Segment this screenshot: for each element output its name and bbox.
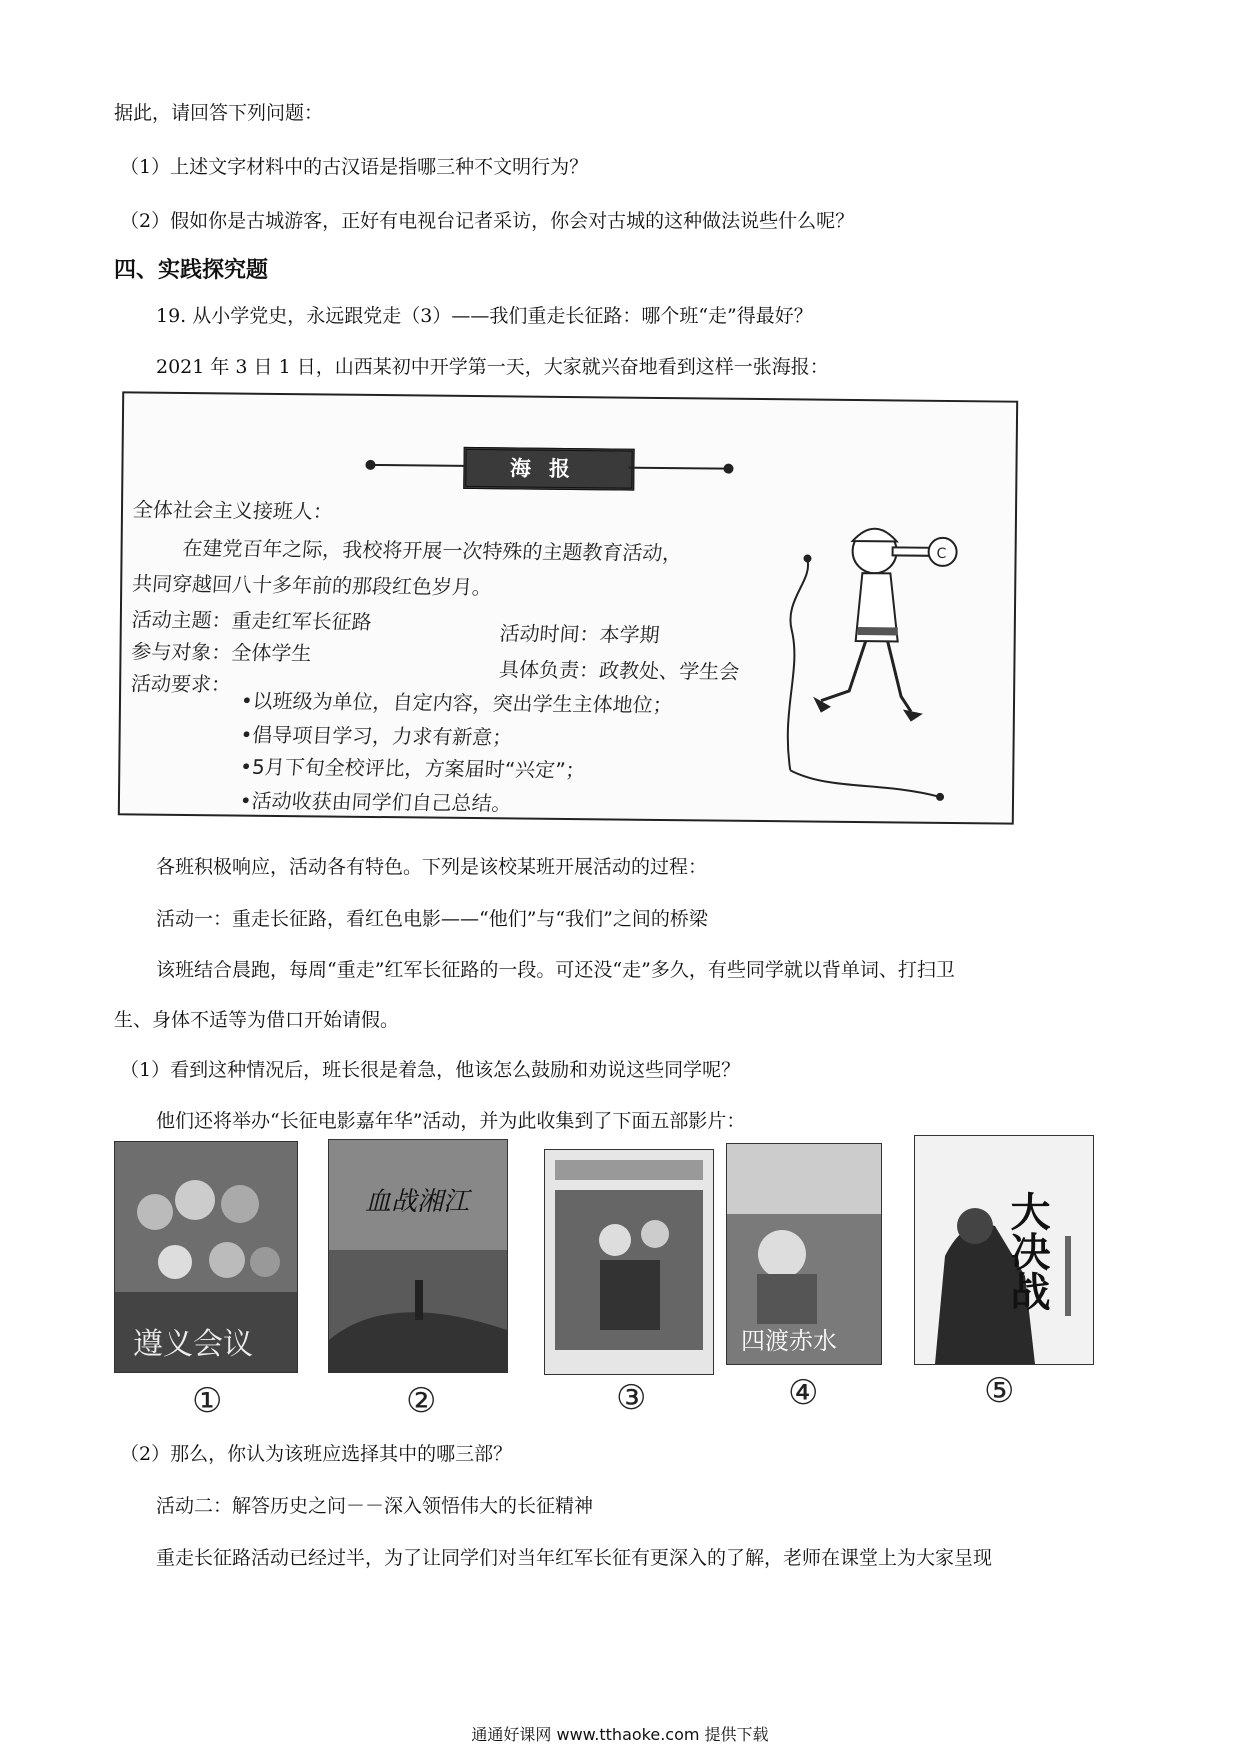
poster-line-1: 在建党百年之际，我校将开展一次特殊的主题教育活动， xyxy=(181,535,684,566)
movie-5-cover-text: 大决战 xyxy=(1004,1191,1050,1311)
movie-4-cover xyxy=(726,1143,882,1365)
poster-rule-right xyxy=(628,467,726,470)
poster-theme: 活动主题：重走红军长征路 xyxy=(130,607,373,634)
poster-requirement-4: •活动收获由同学们自己总结。 xyxy=(238,788,513,816)
poster xyxy=(118,391,1018,824)
response-paragraph: 各班积极响应，活动各有特色。下列是该校某班开展活动的过程： xyxy=(156,856,708,878)
poster-time: 活动时间：本学期 xyxy=(498,621,661,647)
intro-text: 据此，请回答下列问题： xyxy=(114,102,324,124)
movie-5-number: ⑤ xyxy=(984,1371,1015,1411)
movie-2-cover-text: 血战湘江 xyxy=(365,1187,470,1217)
movie-4-cover-text: 四渡赤水 xyxy=(741,1327,837,1355)
movie-3-cover xyxy=(544,1149,714,1375)
movie-1-cover-text: 遵义会议 xyxy=(133,1327,253,1362)
movie-4-number: ④ xyxy=(788,1373,819,1413)
poster-rule-left xyxy=(373,464,463,467)
poster-title: 海报 xyxy=(463,447,634,491)
films-paragraph: 他们还将举办“长征电影嘉年华”活动，并为此收集到了下面五部影片： xyxy=(156,1110,746,1132)
question-1: （1）上述文字材料中的古汉语是指哪三种不文明行为？ xyxy=(120,156,589,178)
activity-2-title: 活动二：解答历史之问－－深入领悟伟大的长征精神 xyxy=(156,1495,594,1517)
poster-greeting: 全体社会主义接班人： xyxy=(131,497,334,524)
footer-credit: 通通好课网 www.tthaoke.com 提供下载 xyxy=(471,1725,769,1744)
run-paragraph-line-2: 生、身体不适等为借口开始请假。 xyxy=(114,1009,400,1031)
movie-posters xyxy=(110,1135,1110,1425)
poster-requirements-label: 活动要求： xyxy=(130,671,233,697)
movie-5-cover xyxy=(914,1135,1094,1365)
date-line: 2021 年 3 日 1 日，山西某初中开学第一天，大家就兴奋地看到这样一张海报： xyxy=(156,356,829,378)
poster-requirement-2: •倡导项目学习，力求有新意； xyxy=(239,722,514,750)
svg-text:C: C xyxy=(936,545,947,562)
movie-1-number: ① xyxy=(192,1381,223,1421)
question-2: （2）假如你是古城游客，正好有电视台记者采访，你会对古城的这种做法说些什么呢？ xyxy=(120,210,855,232)
section-heading: 四、实践探究题 xyxy=(114,258,269,283)
last-paragraph: 重走长征路活动已经过半，为了让同学们对当年红军长征有更深入的了解，老师在课堂上为大家呈现 xyxy=(156,1547,993,1569)
poster-line-2: 共同穿越回八十多年前的那段红色岁月。 xyxy=(131,571,494,600)
poster-rule-dot-right xyxy=(723,464,733,474)
movie-1-cover xyxy=(114,1141,298,1373)
poster-charge: 具体负责：政教处、学生会 xyxy=(498,657,741,684)
movie-2-cover xyxy=(328,1139,508,1373)
movie-3-number: ③ xyxy=(616,1378,647,1418)
run-paragraph-line-1: 该班结合晨跑，每周“重走”红军长征路的一段。可还没“走”多久，有些同学就以背单词、打扫卫 xyxy=(156,959,955,981)
poster-requirement-3: •5月下旬全校评比，方案届时“兴定”； xyxy=(239,754,587,783)
poster-target: 参与对象：全体学生 xyxy=(130,639,313,666)
movie-2-number: ② xyxy=(406,1381,437,1421)
question-19: 19. 从小学党史，永远跟党走（3）——我们重走长征路：哪个班“走”得最好？ xyxy=(156,305,813,327)
poster-requirement-1: •以班级为单位，自定内容，突出学生主体地位； xyxy=(239,688,674,718)
bugler-cartoon-icon xyxy=(760,510,1003,812)
activity-1-question-1: （1）看到这种情况后，班长很是着急，他该怎么鼓励和劝说这些同学呢？ xyxy=(120,1059,741,1081)
activity-1-title: 活动一：重走长征路，看红色电影——“他们”与“我们”之间的桥梁 xyxy=(156,908,708,930)
activity-1-question-2: （2）那么，你认为该班应选择其中的哪三部？ xyxy=(120,1443,513,1465)
